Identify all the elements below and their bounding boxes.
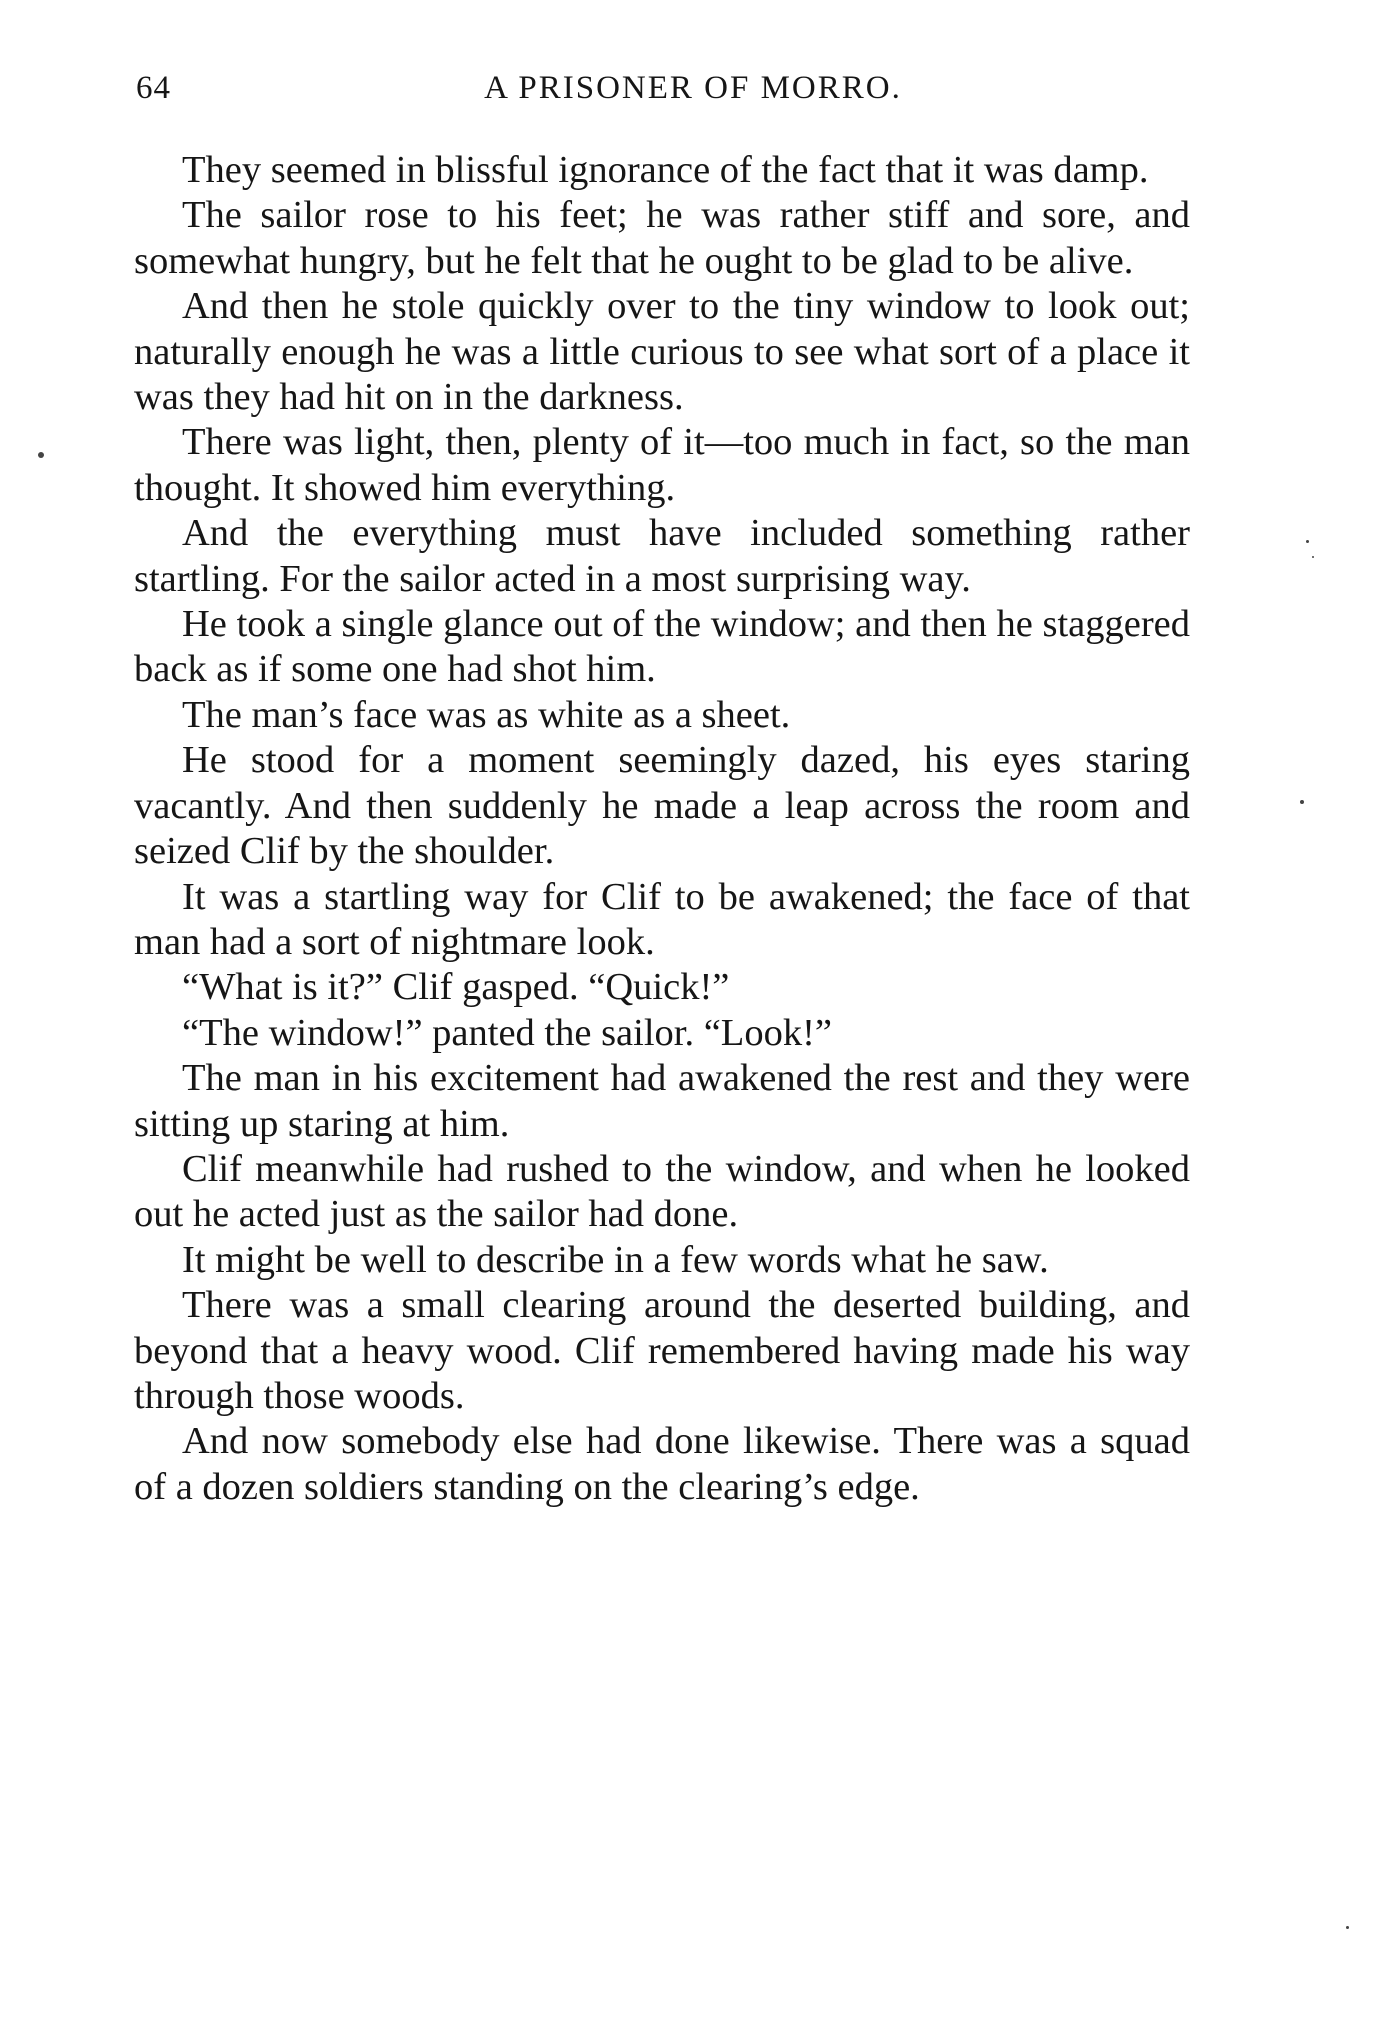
- paragraph: Clif meanwhile had rushed to the window, and when he looked out he acted just as the sailor had done.: [134, 1147, 1190, 1236]
- paragraph: There was a small clearing around the deserted building, and beyond that a heavy wood. Clif remembered having made his way through those woods.: [134, 1284, 1190, 1417]
- paragraph: It was a startling way for Clif to be awakened; the face of that man had a sort of nightmare look.: [134, 875, 1190, 963]
- paragraph: It might be well to describe in a few words what he saw.: [182, 1238, 1049, 1281]
- scan-speck: [1300, 800, 1304, 804]
- paragraph: He stood for a moment seemingly dazed, his eyes staring vacantly. And then suddenly he made a leap across the room and seized Clif by the shoulder.: [134, 739, 1190, 873]
- paragraph: The man in his excitement had awakened the rest and they were sitting up staring at him.: [134, 1057, 1190, 1145]
- paragraph: And the everything must have included something rather startling. For the sailor acted in a most surprising way.: [134, 512, 1190, 600]
- paragraph: And then he stole quickly over to the tiny window to look out; naturally enough he was a little curious to see what sort of a place it was they had hit on in the darkness.: [134, 285, 1190, 419]
- paragraph: The man’s face was as white as a sheet.: [182, 693, 791, 736]
- scan-speck: [38, 452, 44, 458]
- scan-speck: [1306, 540, 1309, 543]
- paragraph: “The window!” panted the sailor. “Look!”: [182, 1011, 832, 1054]
- paragraph: And now somebody else had done likewise. There was a squad of a dozen soldiers standing on the clearing’s edge.: [134, 1420, 1190, 1508]
- running-title: A PRISONER OF MORRO.: [484, 70, 902, 106]
- paragraph: There was light, then, plenty of it—too much in fact, so the man thought. It showed him everything.: [134, 421, 1190, 509]
- paragraph: They seemed in blissful ignorance of the fact that it was damp.: [182, 149, 1149, 191]
- paragraph: The sailor rose to his feet; he was rather stiff and sore, and somewhat hungry, but he felt that he ought to be glad to be alive.: [134, 194, 1190, 282]
- paragraph: He took a single glance out of the window; and then he staggered back as if some one had shot him.: [134, 603, 1190, 691]
- scan-speck: [1312, 556, 1314, 558]
- page-header: [136, 70, 1190, 114]
- paragraph: “What is it?” Clif gasped. “Quick!”: [182, 966, 730, 1009]
- body-text: [134, 148, 1190, 1510]
- scan-speck: [1346, 1926, 1349, 1929]
- page-number: 64: [136, 70, 171, 106]
